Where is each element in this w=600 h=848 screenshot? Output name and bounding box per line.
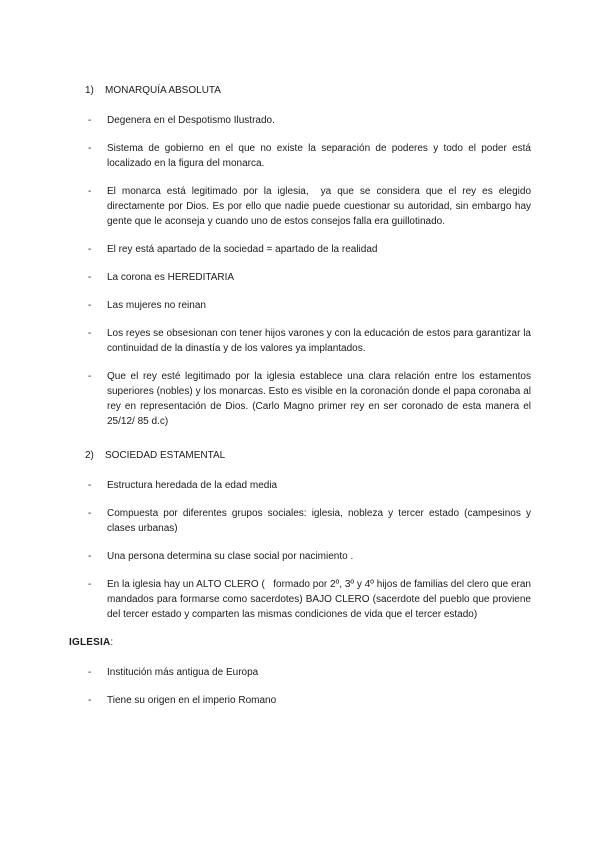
item-text: Institución más antigua de Europa: [107, 667, 259, 678]
item-text: Que el rey esté legitimado por la iglesia establece una clara relación entre los estamentos superiores (nobles) y los monarcas. Esto es visible en la coronación donde el papa coronaba al rey en representación de Dios. (Carlo Magno primer rey en ser coronado de esta manera el 25/12/ 85 d.c): [107, 371, 531, 427]
list-item: [69, 242, 531, 257]
list-item: [69, 113, 531, 128]
section-heading-colon: :: [110, 637, 114, 648]
item-text: MONARQUÍA ABSOLUTA: [105, 85, 221, 96]
item-text: Degenera en el Despotismo Ilustrado.: [107, 115, 275, 126]
list-item: [69, 141, 531, 171]
bullet-dash: -: [88, 480, 92, 491]
list-item: [69, 549, 531, 564]
item-text: Estructura heredada de la edad media: [107, 480, 278, 491]
item-text: El monarca está legitimado por la iglesia, ya que se considera que el rey es elegido directamente por Dios. Es por ello que nadie puede cuestionar su autoridad, sin embargo hay gente que le aconseja y cuando uno de estos consejos falla era guillotinado.: [107, 186, 531, 227]
bullet-dash: -: [88, 508, 92, 519]
item-text: Los reyes se obsesionan con tener hijos varones y con la educación de estos para garantizar la continuidad de la dinastía y de los valores ya implantados.: [107, 328, 531, 354]
numbered-heading: [69, 83, 531, 98]
numbered-heading: [69, 448, 531, 463]
bullet-dash: -: [88, 551, 92, 562]
list-item: [69, 184, 531, 229]
item-text: Compuesta por diferentes grupos sociales: iglesia, nobleza y tercer estado (campesinos y clases urbanas): [107, 508, 531, 534]
item-text: La corona es HEREDITARIA: [107, 272, 235, 283]
bullet-dash: -: [88, 371, 92, 382]
section-heading-text: IGLESIA: [69, 637, 111, 648]
item-text: Las mujeres no reinan: [107, 300, 206, 311]
list-item: [69, 577, 531, 622]
list-item: [69, 298, 531, 313]
list-item: [69, 506, 531, 536]
list-item: [69, 693, 531, 708]
bullet-dash: -: [88, 115, 92, 126]
list-item: [69, 478, 531, 493]
bullet-dash: -: [88, 244, 92, 255]
list-item: [69, 270, 531, 285]
list-item: [69, 369, 531, 429]
bullet-dash: -: [88, 695, 92, 706]
item-text: Una persona determina su clase social por nacimiento .: [107, 551, 354, 562]
section-heading: [69, 635, 531, 650]
bullet-dash: -: [88, 667, 92, 678]
bullet-dash: -: [88, 143, 92, 154]
document-content: [69, 83, 531, 708]
list-item: [69, 665, 531, 680]
item-number: 2): [85, 450, 94, 461]
bullet-dash: -: [88, 272, 92, 283]
bullet-dash: -: [88, 186, 92, 197]
bullet-dash: -: [88, 300, 92, 311]
item-text: Tiene su origen en el imperio Romano: [107, 695, 277, 706]
item-number: 1): [85, 85, 94, 96]
item-text: En la iglesia hay un ALTO CLERO ( formado por 2º, 3º y 4º hijos de familias del clero que eran mandados para formarse como sacerdotes) BAJO CLERO (sacerdote del pueblo que proviene del tercer estado y comparten las mismas condiciones de vida que el tercer estado): [107, 579, 531, 620]
item-text: El rey está apartado de la sociedad = apartado de la realidad: [107, 244, 378, 255]
item-text: SOCIEDAD ESTAMENTAL: [105, 450, 226, 461]
list-item: [69, 326, 531, 356]
bullet-dash: -: [88, 328, 92, 339]
bullet-dash: -: [88, 579, 92, 590]
item-text: Sistema de gobierno en el que no existe la separación de poderes y todo el poder está localizado en la figura del monarca.: [107, 143, 531, 169]
